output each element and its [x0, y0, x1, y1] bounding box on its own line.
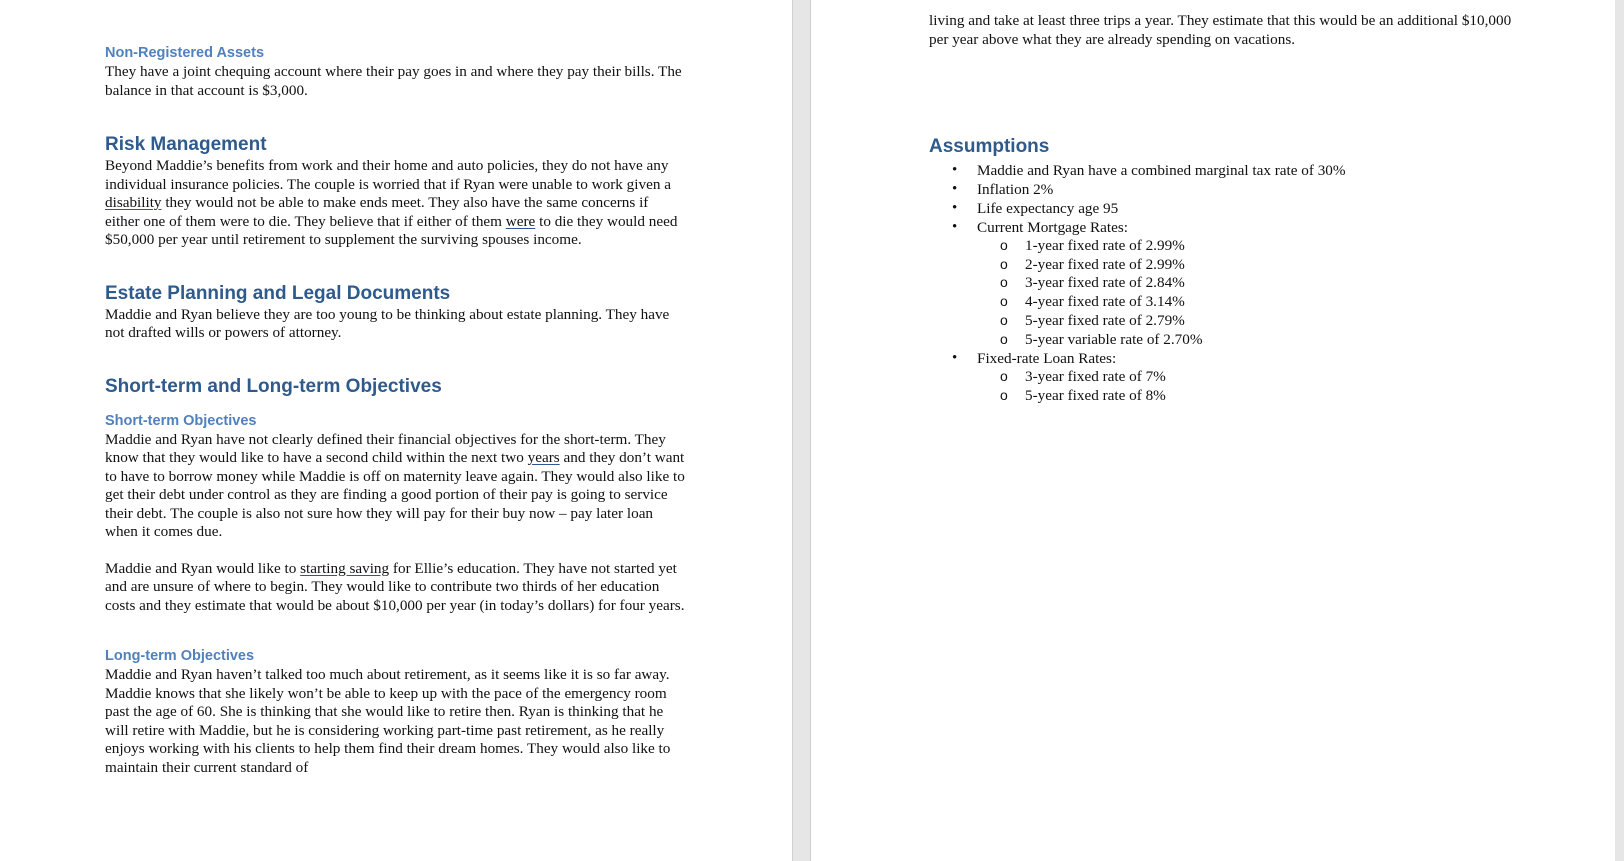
heading-estate-planning: Estate Planning and Legal Documents — [105, 282, 451, 304]
list-item: o 3-year fixed rate of 7% — [1025, 368, 1529, 387]
flagged-word-were[interactable]: were — [505, 212, 536, 230]
flagged-phrase-starting-saving[interactable]: starting saving — [300, 559, 390, 577]
heading-non-registered-assets: Non-Registered Assets — [105, 45, 265, 61]
list-item: o 4-year fixed rate of 3.14% — [1025, 293, 1529, 312]
list-item: o 2-year fixed rate of 2.99% — [1025, 256, 1529, 275]
flagged-word-years[interactable]: years — [527, 449, 560, 466]
mortgage-rates-list — [977, 237, 1529, 349]
list-item: o 1-year fixed rate of 2.99% — [1025, 237, 1529, 256]
page-gutter — [792, 0, 811, 861]
document-page-left — [0, 0, 792, 861]
list-item: o 3-year fixed rate of 2.84% — [1025, 274, 1529, 293]
heading-assumptions: Assumptions — [929, 136, 1050, 157]
list-item — [977, 349, 1529, 405]
list-item: • Maddie and Ryan have a combined marginal tax rate of 30% — [977, 161, 1529, 180]
list-item: o 5-year variable rate of 2.70% — [1025, 331, 1529, 350]
heading-long-term-objectives: Long-term Objectives — [105, 648, 255, 664]
text-run: Maddie and Ryan have not clearly defined their financial objectives for the short-term. They know that they would like to have a second child within the next two — [105, 430, 666, 466]
heading-short-term-objectives: Short-term Objectives — [105, 412, 257, 429]
text-run: for Ellie’s education. They have not started yet and are unsure of where to begin. They would like to contribute two thirds of her education costs and they estimate that would be about $10,000 per year (in today’s dollars) for four years. — [105, 559, 685, 614]
paragraph-risk-management — [105, 157, 685, 250]
list-item-label: Current Mortgage Rates: — [977, 219, 1128, 236]
assumptions-list — [929, 161, 1529, 406]
list-item: • Life expectancy age 95 — [977, 199, 1529, 218]
text-run: and they don’t want to have to borrow money while Maddie is off on maternity leave again. They would also like to get their debt under control as they are finding a good portion of their pay is going to service their debt. The couple is also not sure how they will pay for their buy now – pay later loan when it comes due. — [105, 449, 685, 540]
text-run: Maddie and Ryan would like to — [105, 559, 301, 577]
text-run: Beyond Maddie’s benefits from work and their home and auto policies, they do not have any individual insurance policies. The couple is worried that if Ryan were unable to work given a — [105, 157, 671, 193]
text-run: they would not be able to make ends meet. They also have the same concerns if either one of them were to die. They believe that if either of them — [105, 194, 649, 230]
paragraph-continued: living and take at least three trips a year. They estimate that this would be an additional $10,000 per year above what they are already spending on vacations. — [929, 12, 1512, 48]
list-item: o 5-year fixed rate of 8% — [1025, 387, 1529, 406]
list-item-label: Fixed-rate Loan Rates: — [977, 350, 1117, 368]
paragraph-long-term-objectives: Maddie and Ryan haven’t talked too much about retirement, as it seems like it is so far away. Maddie knows that she likely won’t be able to keep up with the pace of the emergency room past the age of 60. She is thinking that she would like to retire then. Ryan is thinking that he will retire with Maddie, but he is considering working part-time past retirement, as he really enjoys working with his clients to help them find their dream homes. They would also like to maintain their current standard of — [105, 666, 671, 776]
heading-risk-management: Risk Management — [105, 134, 267, 155]
page-right-content — [929, 12, 1529, 406]
text-run: to die they would need $50,000 per year until retirement to supplement the surviving spouses income. — [105, 212, 678, 248]
heading-objectives: Short-term and Long-term Objectives — [105, 375, 442, 397]
loan-rates-list — [977, 368, 1529, 405]
paragraph-non-registered-assets: They have a joint chequing account where their pay goes in and where they pay their bills. The balance in that account is $3,000. — [105, 63, 682, 99]
flagged-word-disability[interactable]: disability — [105, 194, 162, 211]
document-page-right — [811, 0, 1615, 861]
paragraph-education-savings — [105, 560, 685, 616]
list-item — [977, 218, 1529, 349]
page-left-content — [105, 43, 685, 777]
list-item: • Inflation 2% — [977, 180, 1529, 199]
paragraph-estate-planning: Maddie and Ryan believe they are too young to be thinking about estate planning. They have not drafted wills or powers of attorney. — [105, 305, 670, 341]
paragraph-short-term-objectives — [105, 431, 685, 542]
list-item: o 5-year fixed rate of 2.79% — [1025, 312, 1529, 331]
